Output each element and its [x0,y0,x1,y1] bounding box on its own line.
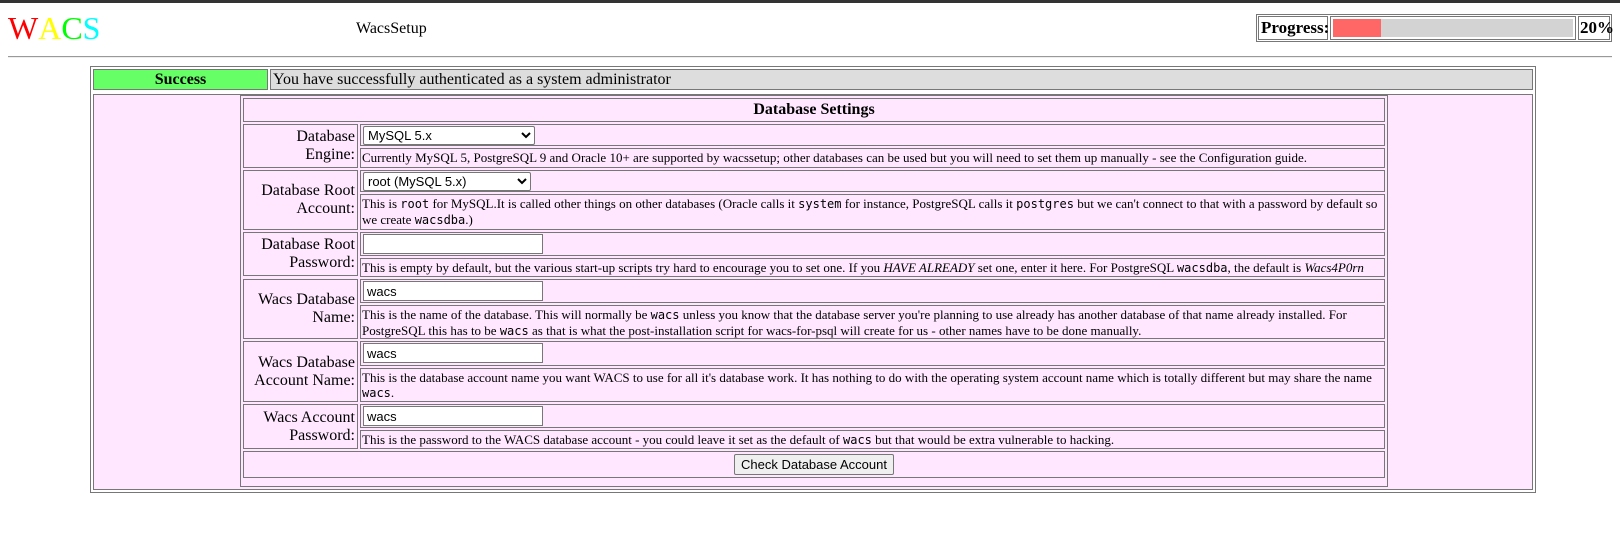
db-account-desc-text: . [390,385,395,400]
root-account-code: root [400,197,430,211]
engine-label: Database Engine: [296,128,355,163]
account-password-input[interactable] [363,406,543,426]
root-account-label [261,182,355,218]
root-account-code: system [798,197,842,211]
account-password-field-cell [360,404,1385,428]
db-account-desc-text: This is the database account name you want WACS to use for all it's database work. It has nothing to do with the operating system account name which is totally different but may share the name [362,370,1372,385]
progress-track [1333,19,1573,37]
root-password-desc-emphasis: HAVE ALREADY [883,260,975,275]
progress-label: Progress: [1258,16,1328,40]
db-name-field-cell [360,279,1385,303]
root-password-desc-text: , the default is [1227,260,1305,275]
engine-label-cell [243,124,358,168]
wacs-logo [8,10,100,46]
db-name-label-line2: Name: [312,309,355,326]
root-account-code: wacsdba [414,213,466,227]
status-message: You have successfully authenticated as a system administrator [270,69,1533,90]
root-password-description [360,258,1385,277]
root-account-description [360,194,1385,230]
account-password-label-cell [243,404,358,449]
db-account-description [360,368,1385,402]
logo-letter: S [82,10,101,46]
account-password-label [263,409,355,445]
root-password-field-cell [360,232,1385,256]
database-settings-table [240,95,1388,487]
status-badge: Success [93,69,268,90]
app-title: WacsSetup [356,20,427,37]
db-name-label-line1: Wacs Database [258,291,355,308]
root-account-select[interactable] [363,172,531,191]
root-account-desc-text: for MySQL.It is called other things on other databases (Oracle calls it [429,196,799,211]
db-account-input[interactable] [363,343,543,363]
header-divider [8,56,1612,58]
root-account-desc-text: for instance, PostgreSQL calls it [841,196,1017,211]
account-password-desc-text: This is the password to the WACS database account - you could leave it set as the default of [362,432,843,447]
section-title: Database Settings [243,98,1385,122]
root-account-desc-text: This is [362,196,401,211]
root-password-label-cell [243,232,358,276]
root-password-code: wacsdba [1176,261,1228,275]
account-password-description [360,430,1385,449]
content-area [93,94,1533,490]
account-password-label-line2: Password: [289,426,355,444]
db-account-label [254,354,355,390]
db-name-code: wacs [650,308,680,322]
account-password-label-line1: Wacs Account [263,408,355,426]
setup-frame [90,66,1536,493]
db-account-field-cell [360,341,1385,366]
db-name-desc-text: as that is what the post-installation script for wacs-for-psql will create for us - other names have to be done manually. [528,323,1142,338]
root-password-desc-text: set one, enter it here. For PostgreSQL [974,260,1177,275]
progress-panel [1256,14,1612,42]
button-row [243,451,1385,478]
progress-percent: 20% [1578,16,1610,40]
db-name-code: wacs [499,324,529,338]
database-engine-select[interactable] [363,126,535,145]
db-account-label-line2: Account Name: [254,371,355,389]
check-database-account-button[interactable]: Check Database Account [734,454,894,475]
engine-field-cell [360,124,1385,146]
root-account-code: postgres [1016,197,1074,211]
db-account-label-cell [243,341,358,402]
db-name-description [360,305,1385,339]
account-password-desc-text: but that would be extra vulnerable to hacking. [871,432,1115,447]
db-name-desc-text: unless you know that the database server you're planning to use already has another database of that name already installed. For PostgreSQL this has to be [362,307,1347,338]
root-account-label-cell [243,170,358,230]
db-name-label [258,291,355,327]
db-name-input[interactable] [363,281,543,301]
root-account-desc-text: .) [465,212,473,227]
db-account-code: wacs [362,386,391,400]
logo-letter: C [61,10,83,46]
logo-letter: A [38,10,62,46]
logo-letter: W [8,10,39,46]
root-password-desc-text: This is empty by default, but the various start-up scripts try hard to encourage you to set one. If you [362,260,884,275]
top-border [0,0,1620,3]
root-account-label-line2: Account: [296,200,355,217]
root-account-field-cell [360,170,1385,192]
root-password-default: Wacs4P0rn [1304,260,1364,275]
db-name-desc-text: This is the name of the database. This will normally be [362,307,651,322]
root-password-label-line2: Password: [289,254,355,271]
progress-fill [1333,19,1381,37]
root-password-label [261,236,355,272]
db-name-label-cell [243,279,358,339]
engine-description-text: Currently MySQL 5, PostgreSQL 9 and Oracle 10+ are supported by wacssetup; other databases can be used but you will need to set them up manually - see the Configuration guide. [362,150,1308,165]
root-password-label-line1: Database Root [261,236,355,253]
root-account-desc-text: but we can't connect to that with a password by default so we create [362,196,1378,227]
progress-bar-cell [1330,16,1576,40]
root-account-label-line1: Database Root [261,182,355,199]
account-password-code: wacs [843,433,872,447]
root-password-input[interactable] [363,234,543,254]
engine-description [360,148,1385,168]
db-account-label-line1: Wacs Database [258,353,355,371]
